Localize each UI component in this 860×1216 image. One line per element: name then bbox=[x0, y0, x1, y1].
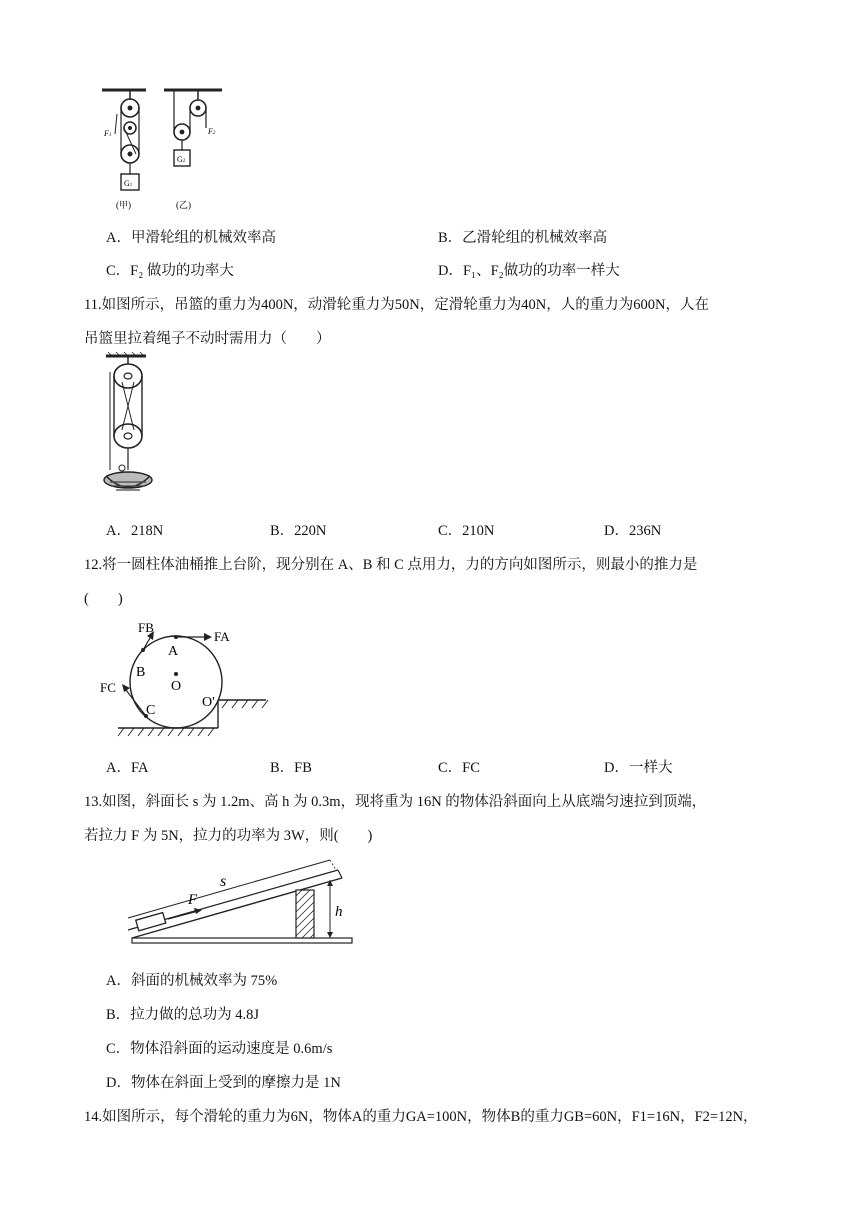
q13-option-a[interactable]: A．斜面的机械效率为 75% bbox=[106, 973, 278, 989]
q12-label-b: B bbox=[136, 665, 146, 680]
svg-text:F1: F1 bbox=[104, 129, 112, 138]
q13-option-d[interactable]: D．物体在斜面上受到的摩擦力是 1N bbox=[106, 1075, 341, 1091]
q11-option-d[interactable]: D．236N bbox=[604, 523, 662, 539]
q13-incline-figure bbox=[124, 856, 356, 948]
fig-label-yi: (乙) bbox=[176, 200, 191, 210]
q10-pulley-figure bbox=[100, 84, 230, 216]
q12-label-o-prime: O' bbox=[202, 695, 215, 710]
q10-option-a[interactable]: A．甲滑轮组的机械效率高 bbox=[106, 230, 276, 246]
svg-text:G1: G1 bbox=[124, 179, 133, 188]
svg-text:G2: G2 bbox=[177, 155, 186, 164]
q11-basket-pulley-figure bbox=[100, 352, 160, 502]
q11-stem-line2: 吊篮里拉着绳子不动时需用力（ ） bbox=[84, 331, 331, 347]
q13-stem-line1: 13.如图，斜面长 s 为 1.2m、高 h 为 0.3m，现将重为 16N 的物体沿斜面向上从底端匀速拉到顶端， bbox=[84, 794, 707, 810]
q12-label-a: A bbox=[168, 644, 179, 659]
q13-label-s: s bbox=[220, 873, 227, 890]
q12-label-c: C bbox=[146, 703, 156, 718]
q13-label-h: h bbox=[335, 904, 343, 920]
q12-label-fa: FA bbox=[214, 629, 230, 644]
q11-option-b[interactable]: B．220N bbox=[270, 523, 327, 539]
q12-stem-line1: 12.将一圆柱体油桶推上台阶，现分别在 A、B 和 C 点用力，力的方向如图所示，则最小的推力是 bbox=[84, 557, 698, 573]
q12-stem-line2: ( ) bbox=[84, 591, 123, 607]
q12-cylinder-figure bbox=[98, 618, 270, 742]
q12-label-o: O bbox=[171, 679, 182, 694]
q13-option-b[interactable]: B．拉力做的总功为 4.8J bbox=[106, 1007, 260, 1023]
q13-stem-line2: 若拉力 F 为 5N，拉力的功率为 3W，则( ) bbox=[84, 828, 373, 844]
q12-option-b[interactable]: B．FB bbox=[270, 760, 312, 776]
q12-label-fc: FC bbox=[100, 680, 116, 695]
q11-option-a[interactable]: A．218N bbox=[106, 523, 164, 539]
q10-option-c[interactable]: C．F₂ 做功的功率大 bbox=[106, 263, 234, 279]
q12-option-d[interactable]: D．一样大 bbox=[604, 760, 673, 776]
q13-label-f: F bbox=[188, 892, 198, 908]
fig-label-jia: (甲) bbox=[116, 200, 131, 210]
q10-option-d[interactable]: D．F₁、F₂做功的功率一样大 bbox=[438, 263, 620, 279]
q13-option-c[interactable]: C．物体沿斜面的运动速度是 0.6m/s bbox=[106, 1041, 333, 1057]
q14-stem-line1: 14.如图所示，每个滑轮的重力为6N，物体A的重力GA=100N，物体B的重力GB=60N，F1=16N，F2=12N， bbox=[84, 1109, 758, 1125]
q12-option-a[interactable]: A．FA bbox=[106, 760, 149, 776]
q10-option-b[interactable]: B．乙滑轮组的机械效率高 bbox=[438, 230, 608, 246]
q11-option-c[interactable]: C．210N bbox=[438, 523, 495, 539]
q12-label-fb: FB bbox=[138, 620, 154, 635]
svg-text:F2: F2 bbox=[208, 127, 216, 136]
q11-stem-line1: 11.如图所示，吊篮的重力为400N，动滑轮重力为50N，定滑轮重力为40N，人的重力为600N，人在 bbox=[84, 297, 709, 313]
q12-option-c[interactable]: C．FC bbox=[438, 760, 480, 776]
